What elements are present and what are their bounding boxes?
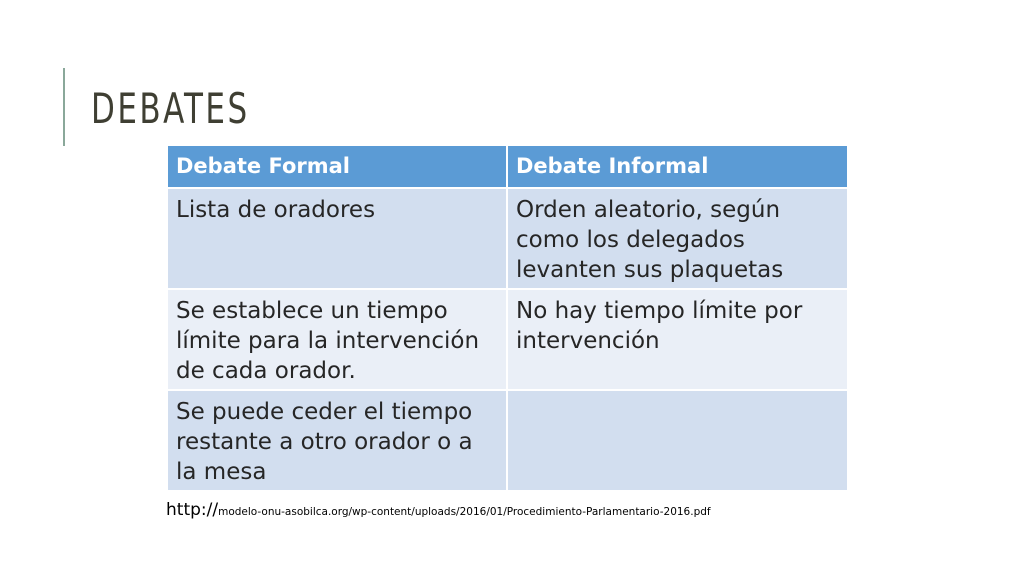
source-link-protocol[interactable]: http://	[166, 500, 219, 520]
table-row	[167, 188, 848, 289]
source-link-path[interactable]: modelo-onu-asobilca.org/wp-content/uploads/2016/01/Procedimiento-Parlamentario-2016.pdf	[218, 506, 711, 518]
comparison-table	[166, 144, 849, 492]
header-debate-informal: Debate Informal	[507, 145, 848, 188]
table-cell-empty	[507, 390, 848, 491]
slide-title: DEBATES	[91, 84, 250, 133]
table-header-row	[167, 145, 848, 188]
table-cell: Se establece un tiempo límite para la intervención de cada orador.	[167, 289, 507, 390]
table-cell: No hay tiempo límite por intervención	[507, 289, 848, 390]
table-cell: Se puede ceder el tiempo restante a otro orador o a la mesa	[167, 390, 507, 491]
table-cell: Lista de oradores	[167, 188, 507, 289]
title-accent-line	[63, 68, 65, 146]
source-link[interactable]	[166, 500, 711, 520]
table-row	[167, 289, 848, 390]
header-debate-formal: Debate Formal	[167, 145, 507, 188]
table-cell: Orden aleatorio, según como los delegados levanten sus plaquetas	[507, 188, 848, 289]
table-row	[167, 390, 848, 491]
